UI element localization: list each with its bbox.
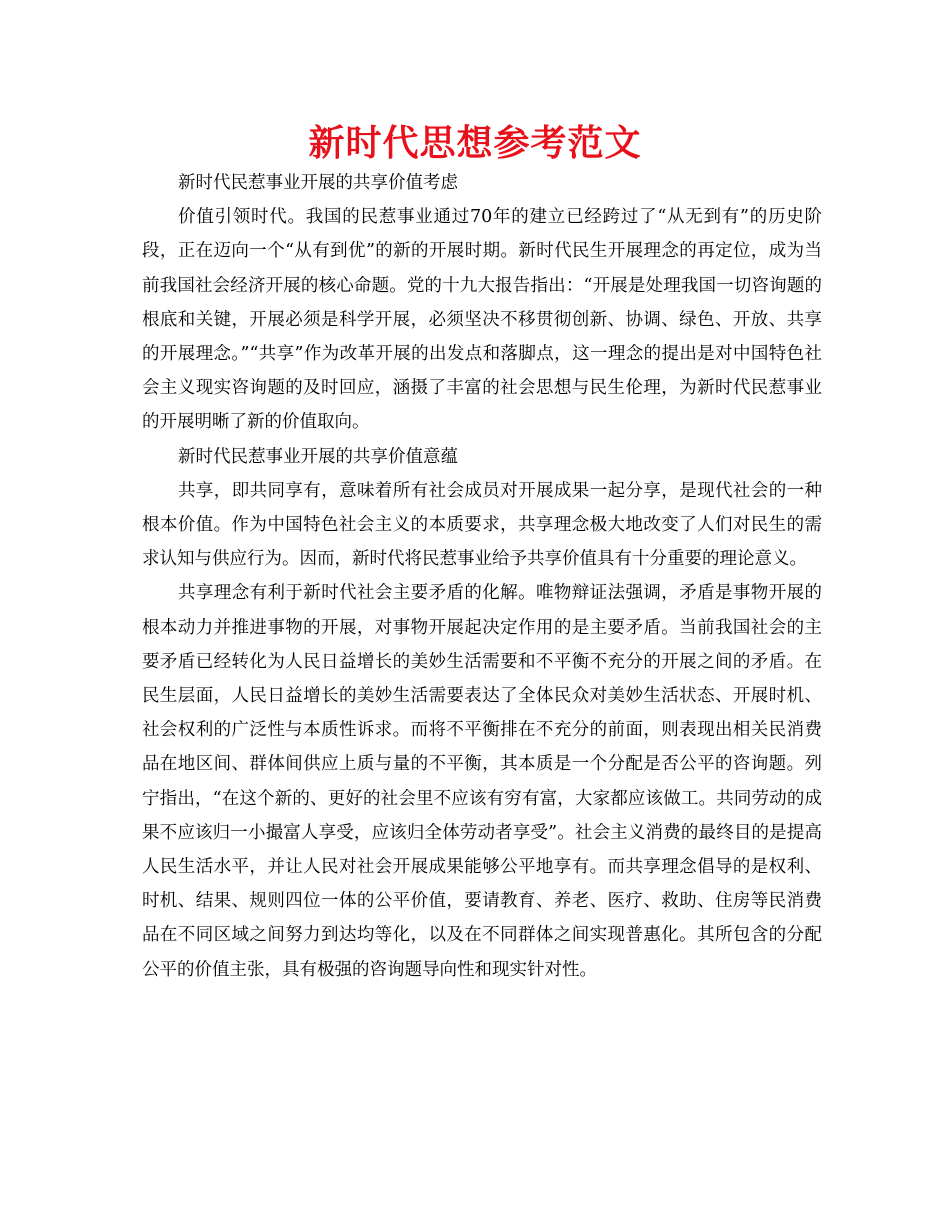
document-title: 新时代思想参考范文 [308, 123, 642, 164]
paragraph-3: 共享理念有利于新时代社会主要矛盾的化解。唯物辩证法强调，矛盾是事物开展的根本动力并推进事物的开展，对事物开展起决定作用的是主要矛盾。当前我国社会的主要矛盾已经转化为人民日益增长的美妙生活需要和不平衡不充分的开展之间的矛盾。在民生层面，人民日益增长的美妙生活需要表达了全体民众对美妙生活状态、开展时机、社会权利的广泛性与本质性诉求。而将不平衡排在不充分的前面，则表现出相关民消费品在地区间、群体间供应上质与量的不平衡，其本质是一个分配是否公平的咨询题。列宁指出，“在这个新的、更好的社会里不应该有穷有富，大家都应该做工。共同劳动的成果不应该归一小撮富人享受，应该归全体劳动者享受”。社会主义消费的最终目的是提高人民生活水平，并让人民对社会开展成果能够公平地享有。而共享理念倡导的是权利、时机、结果、规则四位一体的公平价值，要请教育、养老、医疗、救助、住房等民消费品在不同区域之间努力到达均等化，以及在不同群体之间实现普惠化。其所包含的分配公平的价值主张，具有极强的咨询题导向性和现实针对性。 [142, 583, 822, 980]
paragraph-2: 共享，即共同享有，意味着所有社会成员对开展成果一起分享，是现代社会的一种根本价值。作为中国特色社会主义的本质要求，共享理念极大地改变了人们对民生的需求认知与供应行为。因而，新时代将民惹事业给予共享价值具有十分重要的理论意义。 [142, 480, 822, 570]
document-body [142, 166, 822, 987]
paragraph-1: 价值引领时代。我国的民惹事业通过70年的建立已经跨过了“从无到有”的历史阶段，正在迈向一个“从有到优”的新的开展时期。新时代民生开展理念的再定位，成为当前我国社会经济开展的核心命题。党的十九大报告指出：“开展是处理我国一切咨询题的根底和关键，开展必须是科学开展，必须坚决不移贯彻创新、协调、绿色、开放、共享的开展理念。”“共享”作为改革开展的出发点和落脚点，这一理念的提出是对中国特色社会主义现实咨询题的及时回应，涵摄了丰富的社会思想与民生伦理，为新时代民惹事业的开展明晰了新的价值取向。 [142, 207, 822, 433]
paragraph-subheading-2: 新时代民惹事业开展的共享价值意蕴 [178, 446, 458, 467]
paragraph-subheading-1: 新时代民惹事业开展的共享价值考虑 [178, 173, 458, 193]
